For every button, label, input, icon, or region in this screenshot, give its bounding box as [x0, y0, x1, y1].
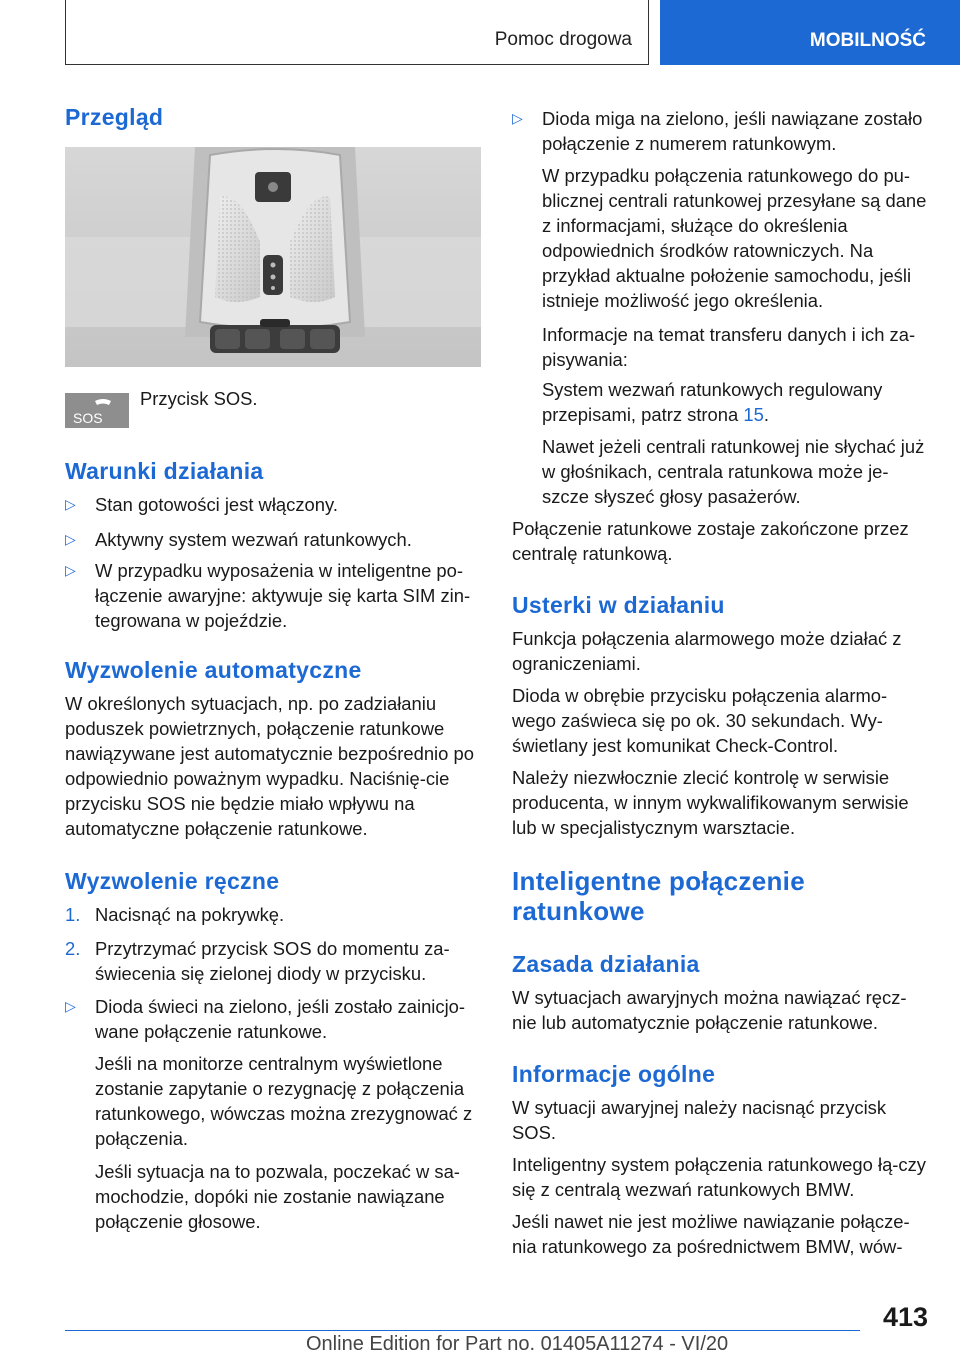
- blink-note-3: [542, 377, 930, 427]
- list-item-text: Dioda miga na zielono, jeśli nawiązane zostało połączenie z numerem ratunkowym.: [542, 108, 923, 154]
- blink-note-4: Nawet jeżeli centrali ratunkowej nie słychać już w głośnikach, centrala ratunkowa może je-szcze słyszeć głosy pasażerów.: [542, 436, 925, 507]
- header-section-title: Pomoc drogowa: [494, 29, 632, 50]
- faults-paragraph-2: Dioda w obrębie przycisku połączenia alarmo-wego zaświeca się po ok. 30 sekundach. Wy-świetlany jest komunikat Check-Control.: [512, 685, 888, 756]
- step-text: Przytrzymać przycisk SOS do momentu za-świecenia się zielonej diody w przycisku.: [95, 938, 450, 984]
- page-link[interactable]: 15: [743, 404, 764, 425]
- conditions-heading: Warunki działania: [65, 458, 264, 484]
- general-paragraph-1: W sytuacji awaryjnej należy nacisnąć przycisk SOS.: [512, 1097, 887, 1143]
- general-info-heading: Informacje ogólne: [512, 1061, 716, 1087]
- step-number: 1.: [65, 904, 81, 925]
- list-item: [65, 492, 481, 517]
- blink-note-2: Informacje na temat transferu danych i ich za-pisywania:: [542, 324, 916, 370]
- list-item: [512, 106, 930, 156]
- list-item-text: Dioda świeci na zielono, jeśli zostało zainicjo-wane połączenie ratunkowe.: [95, 996, 466, 1042]
- step-item: [65, 902, 481, 927]
- intelligent-call-heading-line1: Inteligentne połączenie: [512, 866, 805, 896]
- led-note-2: Jeśli sytuacja na to pozwala, poczekać w sa-mochodzie, dopóki nie zostanie nawiązane połączenie głosowe.: [95, 1161, 460, 1232]
- step-item: [65, 936, 481, 986]
- faults-heading: Usterki w działaniu: [512, 592, 725, 618]
- sos-button-illustration: [65, 147, 481, 367]
- header-chapter-tab: [660, 0, 960, 65]
- auto-trigger-text: W określonych sytuacjach, np. po zadziałaniu poduszek powietrznych, połączenie ratunkowe nawiązywane jest automatycznie bezpośrednio po odpowiednio poważnym wypadku. Naciśnię-cie przycisku SOS nie będzie miało wpływu na automatyczne połączenie ratunkowe.: [65, 693, 474, 839]
- list-item: [65, 994, 481, 1044]
- intelligent-call-heading-line2: ratunkowe: [512, 896, 645, 926]
- blink-note-3-prefix: System wezwań ratunkowych regulowany przepisami, patrz strona: [542, 379, 883, 425]
- svg-text:SOS: SOS: [73, 410, 103, 426]
- general-paragraph-3: Jeśli nawet nie jest możliwe nawiązanie połącze-nia ratunkowego za pośrednictwem BMW, wów-: [512, 1211, 910, 1257]
- step-text: Nacisnąć na pokrywkę.: [95, 904, 285, 925]
- blink-note-3-suffix: .: [763, 404, 769, 425]
- faults-paragraph-1: Funkcja połączenia alarmowego może działać z ograniczeniami.: [512, 628, 902, 674]
- general-paragraph-2: Inteligentny system połączenia ratunkowego łą-czy się z centralą wezwań ratunkowych BMW.: [512, 1154, 927, 1200]
- intelligent-call-heading: [512, 866, 805, 926]
- blink-note-1: W przypadku połączenia ratunkowego do pu-blicznej centrali ratunkowej przesyłane są dane z informacjami, służące do określenia odpowiednich środków ratowniczych. Na przykład aktualne położenie samochodu, jeśli istnieje możliwość jego określenia.: [542, 165, 927, 311]
- list-item-text: W przypadku wyposażenia w inteligentne po-łączenie awaryjne: aktywuje się karta SIM zin-tegrowana w pojeździe.: [95, 560, 471, 631]
- sos-caption: Przycisk SOS.: [140, 388, 258, 409]
- footer-edition: Online Edition for Part no. 01405A11274 - VI/20: [306, 1333, 729, 1355]
- principle-heading: Zasada działania: [512, 951, 700, 977]
- header-chapter-title: MOBILNOŚĆ: [809, 30, 926, 51]
- list-item: [65, 558, 481, 633]
- principle-text: W sytuacjach awaryjnych można nawiązać ręcz-nie lub automatycznie połączenie ratunkowe.: [512, 987, 907, 1033]
- auto-trigger-heading: Wyzwolenie automatyczne: [65, 657, 362, 683]
- list-item-text: Stan gotowości jest włączony.: [95, 494, 338, 515]
- sos-icon: [65, 393, 129, 428]
- footer-divider: [65, 1330, 860, 1331]
- manual-trigger-heading: Wyzwolenie ręczne: [65, 868, 280, 894]
- triangle-bullet-icon: ▷: [65, 562, 76, 578]
- list-item: [65, 527, 481, 552]
- faults-paragraph-3: Należy niezwłocznie zlecić kontrolę w serwisie producenta, w innym wykwalifikowanym serwisie lub w specjalistycznym warsztacie.: [512, 767, 909, 838]
- led-note-1: Jeśli na monitorze centralnym wyświetlone zostanie zapytanie o rezygnację z połączenia ratunkowego, wówczas można zrezygnować z połączenia.: [95, 1053, 473, 1149]
- page-number: 413: [882, 1302, 928, 1332]
- triangle-bullet-icon: ▷: [65, 998, 76, 1014]
- header-section-tab: [65, 0, 649, 65]
- step-number: 2.: [65, 938, 81, 959]
- triangle-bullet-icon: ▷: [512, 110, 523, 126]
- triangle-bullet-icon: ▷: [65, 531, 76, 547]
- overview-heading: Przegląd: [65, 104, 164, 130]
- triangle-bullet-icon: ▷: [65, 496, 76, 512]
- end-text: Połączenie ratunkowe zostaje zakończone przez centralę ratunkową.: [512, 518, 909, 564]
- list-item-text: Aktywny system wezwań ratunkowych.: [95, 529, 412, 550]
